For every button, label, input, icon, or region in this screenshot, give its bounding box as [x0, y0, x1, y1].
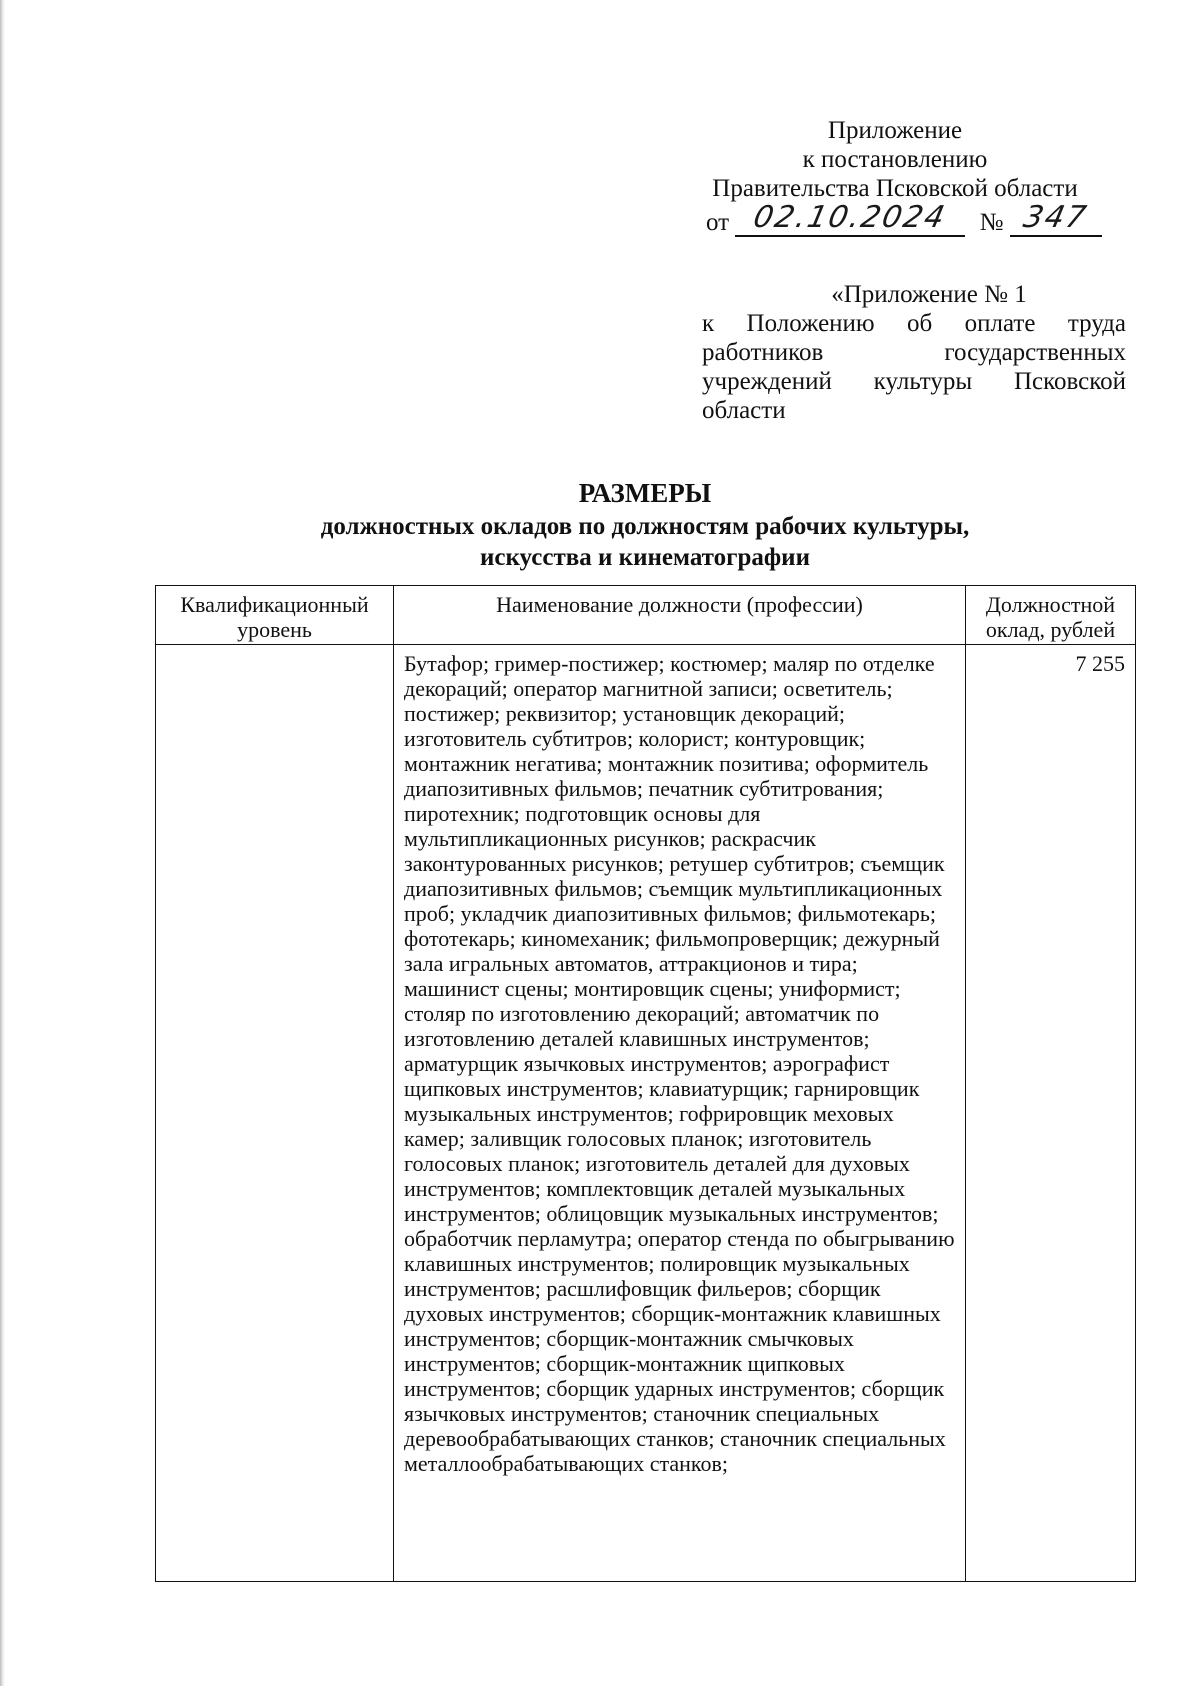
- regulation-reference: [702, 280, 1126, 425]
- salary-table: [155, 585, 1136, 1582]
- handwritten-date: 02.10.2024: [750, 200, 950, 235]
- number-field: [1010, 200, 1102, 237]
- number-prefix: №: [979, 209, 1004, 236]
- handwritten-number: 347: [1020, 200, 1092, 235]
- heading-subtitle-1: должностных окладов по должностям рабочих культуры,: [320, 513, 970, 540]
- table-header-row: [156, 586, 1136, 645]
- header-position-name: Наименование должности (профессии): [394, 586, 966, 645]
- appendix-title: Приложение: [827, 117, 963, 144]
- positions-text: Бутафор; гример-постижер; костюмер; маляр по отделке декораций; оператор магнитной записи; осветитель; постижер; реквизитор; установщик декораций; изготовитель субтитров; колорист; контуровщик; монтажник негатива; монтажник позитива; оформитель диапозитивных фильмов; печатник субтитрования; пиротехник; подготовщик основы для мультипликационных рисунков; раскрасчик законтурованных рисунков; ретушер субтитров; съемщик диапозитивных фильмов; съемщик мультипликационных проб; укладчик диапозитивных фильмов; фильмотекарь; фототекарь; киномеханик; фильмопроверщик; дежурный зала игральных автоматов, аттракционов и тира; машинист сцены; монтировщик сцены; униформист; столяр по изготовлению декораций; автоматчик по изготовлению деталей клавишных инструментов; арматурщик язычковых инструментов; аэрографист щипковых инструментов; клавиатурщик; гарнировщик музыкальных инструментов; гофрировщик меховых камер; заливщик голосовых планок; изготовитель голосовых планок; изготовитель деталей для духовых инструментов; комплектовщик деталей музыкальных инструментов; облицовщик музыкальных инструментов; обработчик перламутра; оператор стенда по обыгрыванию клавишных инструментов; полировщик музыкальных инструментов; расшлифовщик фильеров; сборщик духовых инструментов; сборщик-монтажник клавишных инструментов; сборщик-монтажник смычковых инструментов; сборщик-монтажник щипковых инструментов; сборщик ударных инструментов; сборщик язычковых инструментов; станочник специальных деревообрабатывающих станков; станочник специальных металлообрабатывающих станков;: [404, 651, 955, 1476]
- heading-title: РАЗМЕРЫ: [578, 478, 712, 508]
- appendix-government: Правительства Псковской области: [712, 175, 1078, 202]
- heading-subtitle-2: искусства и кинематографии: [480, 544, 810, 571]
- appendix-block: [660, 116, 1130, 237]
- date-prefix: от: [706, 209, 730, 236]
- qualification-level-cell: [156, 645, 394, 1582]
- header-qualification-level: Квалификационный уровень: [156, 586, 394, 645]
- date-field: [735, 200, 965, 237]
- positions-cell: [394, 645, 966, 1582]
- appendix-to-resolution: к постановлению: [802, 146, 988, 173]
- header-salary: Должностной оклад, рублей: [966, 586, 1136, 645]
- table-row: [156, 645, 1136, 1582]
- appendix-date-line: [660, 200, 1130, 237]
- document-heading: [0, 478, 1200, 573]
- regulation-text: к Положению об оплате труда работников государственных учреждений культуры Псковской области: [702, 310, 1126, 424]
- regulation-appendix-title: «Приложение № 1: [831, 281, 1027, 308]
- salary-cell: 7 255: [966, 645, 1136, 1582]
- scan-edge: [0, 0, 5, 1686]
